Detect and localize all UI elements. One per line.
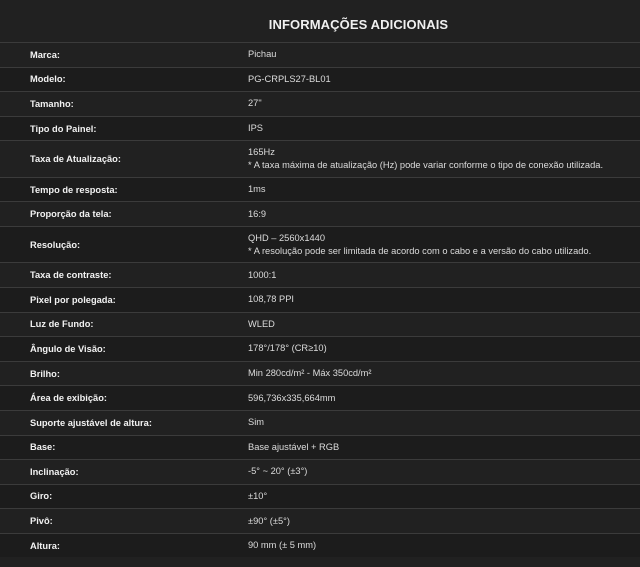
spec-value: -5° ~ 20° (±3°) (248, 466, 308, 477)
spec-row-area-exibicao (0, 385, 640, 410)
spec-row-luz-fundo (0, 312, 640, 337)
spec-value: 16:9 (248, 208, 267, 219)
spec-note: * A taxa máxima de atualização (Hz) pode variar conforme o tipo de conexão utilizada. (248, 160, 604, 171)
spec-row-base (0, 435, 640, 460)
spec-value: ±10° (248, 490, 268, 501)
spec-value: 108,78 PPI (248, 294, 295, 305)
spec-value: 178°/178° (CR≥10) (248, 343, 327, 354)
spec-label: Área de exibição: (30, 393, 107, 404)
spec-value: QHD – 2560x1440 * A resolução pode ser limitada de acordo com o cabo e a versão do cabo utilizado. (248, 232, 640, 258)
spec-value: 596,736x335,664mm (248, 392, 336, 403)
spec-label: Ângulo de Visão: (30, 343, 106, 354)
spec-label: Taxa de contraste: (30, 270, 112, 281)
spec-label: Taxa de Atualização: (30, 154, 121, 165)
spec-row-resolucao (0, 226, 640, 262)
spec-note: * A resolução pode ser limitada de acordo com o cabo e a versão do cabo utilizado. (248, 245, 592, 256)
spec-row-tempo-resposta (0, 177, 640, 202)
spec-value: Min 280cd/m² - Máx 350cd/m² (248, 368, 372, 379)
spec-value: 165Hz * A taxa máxima de atualização (Hz) pode variar conforme o tipo de conexão utilizada. (248, 146, 640, 172)
spec-row-tamanho (0, 91, 640, 116)
spec-row-tipo-painel (0, 116, 640, 141)
spec-value: 1000:1 (248, 269, 277, 280)
spec-row-giro (0, 484, 640, 509)
spec-value: Base ajustável + RGB (248, 441, 340, 452)
spec-value: ±90° (±5°) (248, 515, 290, 526)
spec-label: Inclinação: (30, 466, 79, 477)
spec-value: WLED (248, 318, 275, 329)
spec-value: 27" (248, 98, 262, 109)
spec-label: Suporte ajustável de altura: (30, 417, 152, 428)
spec-row-marca (0, 42, 640, 67)
spec-row-pivo (0, 508, 640, 533)
spec-label: Pivô: (30, 516, 53, 527)
spec-value: PG-CRPLS27-BL01 (248, 73, 331, 84)
spec-value: Pichau (248, 49, 277, 60)
spec-label: Tamanho: (30, 98, 74, 109)
spec-row-angulo-visao (0, 336, 640, 361)
spec-row-ppi (0, 287, 640, 312)
spec-label: Proporção da tela: (30, 209, 112, 220)
spec-row-contraste (0, 262, 640, 287)
spec-label: Marca: (30, 49, 60, 60)
spec-row-altura (0, 533, 640, 558)
spec-row-brilho (0, 361, 640, 386)
spec-label: Giro: (30, 491, 53, 502)
spec-row-taxa-atualizacao (0, 140, 640, 176)
spec-row-proporcao (0, 201, 640, 226)
spec-label: Modelo: (30, 74, 66, 85)
spec-value: Sim (248, 417, 265, 428)
spec-value: 1ms (248, 184, 266, 195)
section-title: INFORMAÇÕES ADICIONAIS (268, 17, 449, 32)
spec-label: Pixel por polegada: (30, 294, 116, 305)
spec-label: Luz de Fundo: (30, 319, 94, 330)
spec-label: Tempo de resposta: (30, 184, 118, 195)
spec-row-inclinacao (0, 459, 640, 484)
spec-label: Altura: (30, 540, 60, 551)
specs-table (0, 42, 640, 557)
spec-label: Tipo do Painel: (30, 123, 97, 134)
spec-value: 90 mm (± 5 mm) (248, 540, 317, 551)
spec-value: IPS (248, 123, 263, 134)
spec-row-modelo (0, 67, 640, 92)
spec-label: Brilho: (30, 368, 60, 379)
spec-label: Base: (30, 442, 56, 453)
spec-row-suporte-altura (0, 410, 640, 435)
spec-label: Resolução: (30, 239, 81, 250)
